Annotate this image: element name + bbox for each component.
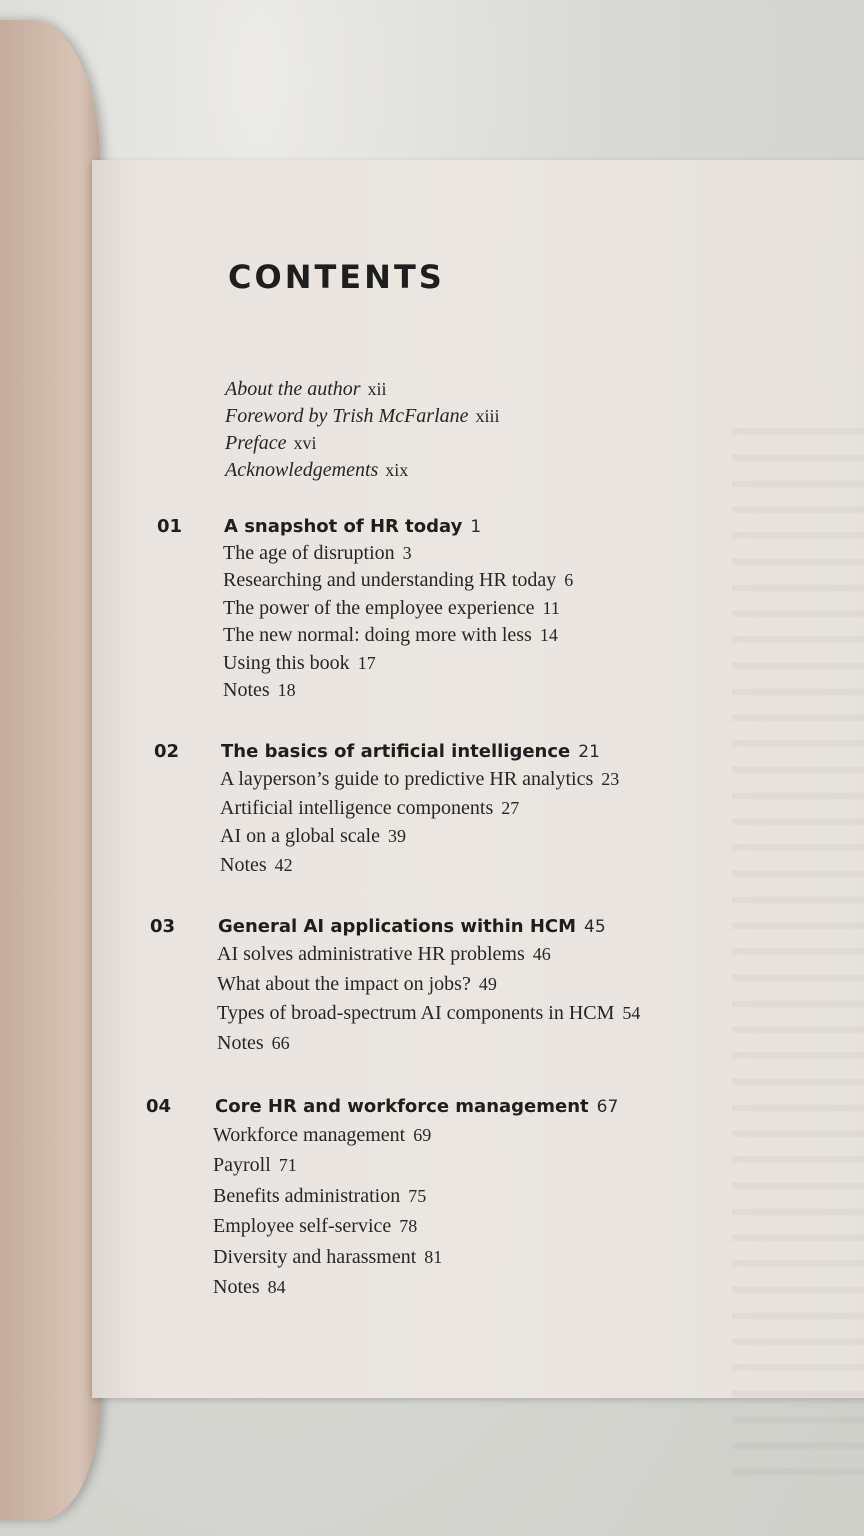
chapter-number: 03 xyxy=(150,916,176,937)
chapter-heading xyxy=(0,512,640,542)
chapter-title: Core HR and workforce management xyxy=(215,1096,589,1117)
section-item xyxy=(223,622,573,649)
front-matter-item xyxy=(225,376,645,403)
chapter-number: 02 xyxy=(154,741,180,762)
section-label: AI solves administrative HR problems xyxy=(217,943,525,965)
show-through-text xyxy=(732,410,864,1480)
section-label: The power of the employee experience xyxy=(223,596,535,619)
section-item xyxy=(217,1029,640,1059)
section-page: 27 xyxy=(501,797,520,818)
section-page: 3 xyxy=(402,543,412,563)
section-label: Notes xyxy=(217,1031,264,1054)
front-matter-item xyxy=(225,457,645,484)
section-item xyxy=(223,567,573,594)
chapter-entry-04 xyxy=(0,1092,640,1298)
section-page: 46 xyxy=(532,944,551,964)
chapter-title: A snapshot of HR today xyxy=(224,516,463,537)
front-matter-page: xiii xyxy=(475,406,500,426)
section-page: 54 xyxy=(622,1003,641,1024)
section-page: 75 xyxy=(408,1185,427,1206)
section-label: The age of disruption xyxy=(223,542,395,564)
section-page: 71 xyxy=(278,1155,297,1176)
section-label: What about the impact on jobs? xyxy=(217,972,471,995)
section-item xyxy=(223,677,573,704)
section-list xyxy=(217,940,640,1058)
chapter-number: 01 xyxy=(157,516,183,537)
section-page: 49 xyxy=(478,973,497,994)
section-label: Types of broad-spectrum AI components in HCM xyxy=(217,1002,615,1025)
chapter-entry-03 xyxy=(0,912,641,1054)
front-matter-label: Preface xyxy=(225,432,287,454)
front-matter-page: xix xyxy=(385,460,409,480)
section-page: 39 xyxy=(387,826,406,847)
chapter-entry-02 xyxy=(0,737,640,876)
section-label: Employee self-service xyxy=(213,1215,392,1238)
front-matter-item xyxy=(225,430,645,457)
section-label: Diversity and harassment xyxy=(213,1245,417,1268)
section-item xyxy=(217,970,640,1000)
section-item xyxy=(213,1181,442,1211)
chapter-page: 1 xyxy=(470,517,482,537)
section-page: 69 xyxy=(413,1125,432,1145)
section-page: 78 xyxy=(399,1216,418,1237)
chapter-page: 21 xyxy=(578,742,600,762)
front-matter-item xyxy=(225,403,645,430)
section-list xyxy=(220,765,619,879)
section-item xyxy=(220,765,619,794)
section-label: The new normal: doing more with less xyxy=(223,624,532,647)
section-list xyxy=(223,540,573,704)
section-item xyxy=(213,1211,442,1241)
chapter-heading xyxy=(0,1092,640,1122)
front-matter-list xyxy=(225,376,645,484)
section-page: 23 xyxy=(601,769,620,789)
section-item xyxy=(213,1272,442,1302)
facing-page xyxy=(0,20,100,1520)
chapter-title: The basics of artificial intelligence xyxy=(221,741,571,762)
section-item xyxy=(213,1120,442,1150)
section-item xyxy=(220,822,619,851)
section-label: A layperson’s guide to predictive HR analytics xyxy=(220,768,594,790)
section-label: Workforce management xyxy=(213,1124,406,1146)
section-page: 66 xyxy=(271,1032,290,1053)
section-item xyxy=(223,650,573,677)
front-matter-label: About the author xyxy=(225,378,361,400)
section-item xyxy=(213,1150,442,1180)
front-matter-label: Acknowledgements xyxy=(225,459,379,481)
section-label: Artificial intelligence components xyxy=(220,796,494,819)
section-label: Using this book xyxy=(223,651,350,674)
section-page: 14 xyxy=(539,625,558,646)
section-label: Researching and understanding HR today xyxy=(223,569,557,592)
section-item xyxy=(217,999,640,1029)
section-label: Payroll xyxy=(213,1154,271,1177)
front-matter-page: xii xyxy=(367,379,387,399)
section-label: AI on a global scale xyxy=(220,825,380,848)
section-page: 18 xyxy=(277,679,296,700)
section-item xyxy=(220,794,619,823)
section-label: Notes xyxy=(223,678,270,701)
section-page: 42 xyxy=(274,854,293,875)
front-matter-label: Foreword by Trish McFarlane xyxy=(225,405,469,427)
section-list xyxy=(213,1120,442,1302)
page-title: CONTENTS xyxy=(228,258,445,296)
section-label: Benefits administration xyxy=(213,1184,401,1207)
section-item xyxy=(223,540,573,567)
chapter-number: 04 xyxy=(146,1096,172,1117)
section-label: Notes xyxy=(220,853,267,876)
section-page: 11 xyxy=(542,597,560,618)
chapter-entry-01 xyxy=(0,512,640,701)
chapter-heading xyxy=(0,737,640,767)
chapter-heading xyxy=(0,912,640,942)
section-page: 17 xyxy=(357,652,376,673)
section-item xyxy=(220,851,619,880)
front-matter-page: xvi xyxy=(293,433,317,453)
section-label: Notes xyxy=(213,1275,260,1298)
chapter-page: 45 xyxy=(584,917,606,937)
chapter-title: General AI applications within HCM xyxy=(218,916,577,937)
chapter-page: 67 xyxy=(596,1097,619,1117)
section-item xyxy=(213,1242,442,1272)
section-page: 6 xyxy=(564,570,574,591)
section-page: 84 xyxy=(267,1276,286,1297)
section-item xyxy=(217,940,640,970)
section-item xyxy=(223,595,573,622)
section-page: 81 xyxy=(424,1246,443,1267)
